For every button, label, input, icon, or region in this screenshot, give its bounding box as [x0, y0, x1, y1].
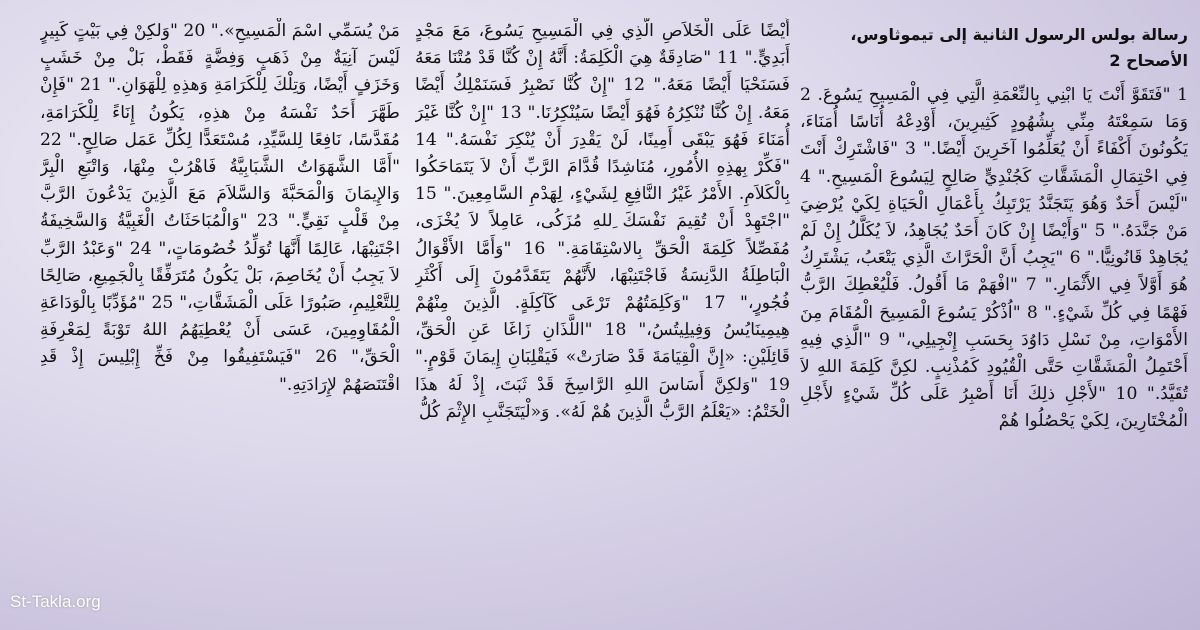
site-watermark: St-Takla.org: [10, 592, 101, 611]
body-text-left: مَنْ يُسَمِّي اسْمَ الْمَسِيحِ»." 20 "وَلكِنْ فِي بَيْتٍ كَبِيرٍ لَيْسَ آنِيَةٌ مِنْ ذَهَبٍ وَفِضَّةٍ فَقَطْ، بَلْ مِنْ خَشَبٍ وَخَزَفٍ أَيْضًا، وَتِلْكَ لِلْكَرَامَةِ وَهذِهِ لِلْهَوَانِ." 21 "فَإِنْ طَهَّرَ أَحَدٌ نَفْسَهُ مِنْ هذِهِ، يَكُونُ إِنَاءً لِلْكَرَامَةِ، مُقَدَّسًا، نَافِعًا لِلسَّيِّدِ، مُسْتَعَدًّا لِكُلِّ عَمَل صَالِحٍ." 22 "أَمَّا الشَّهَوَاتُ الشَّبَابِيَّةُ فَاهْرُبْ مِنْهَا، وَاتْبَعِ الْبِرَّ وَالإِيمَانَ وَالْمَحَبَّةَ وَالسَّلاَمَ مَعَ الَّذِينَ يَدْعُونَ الرَّبَّ مِنْ قَلْبٍ نَقِيٍّ." 23 "وَالْمُبَاحَثَاتُ الْغَبِيَّةُ وَالسَّخِيفَةُ اجْتَنِبْهَا، عَالِمًا أَنَّهَا تُوَلِّدُ خُصُومَاتٍ،" 24 "وَعَبْدُ الرَّبِّ لاَ يَجِبُ أَنْ يُخَاصِمَ، بَلْ يَكُونُ مُتَرَفِّقًا بِالْجَمِيعِ، صَالِحًا لِلتَّعْلِيمِ، صَبُورًا عَلَى الْمَشَقَّاتِ،" 25 "مُؤَدِّبًا بِالْوَدَاعَةِ الْمُقَاوِمِينَ، عَسَى أَنْ يُعْطِيَهُمُ اللهُ تَوْبَةً لِمَعْرِفَةِ الْحَقِّ،" 26 "فَيَسْتَفِيقُوا مِنْ فَخِّ إِبْلِيسَ إِذْ قَدِ اقْتَنَصَهُمْ لإِرَادَتِهِ.": [40, 21, 400, 395]
text-column-middle: [415, 18, 790, 618]
text-column-left: [40, 18, 400, 618]
title-line-1: رسالة بولس الرسول الثانية إلى تيموثاوس،: [850, 25, 1188, 44]
text-column-right: [800, 22, 1188, 622]
chapter-title: [800, 22, 1188, 74]
title-line-2: الأصحاح 2: [1109, 51, 1188, 70]
body-text-right: 1 "فَتَقَوَّ أَنْتَ يَا ابْنِي بِالنِّعْمَةِ الَّتِي فِي الْمَسِيحِ يَسُوعَ. 2 وَمَا سَمِعْتَهُ مِنِّي بِشُهُودٍ كَثِيرِينَ، أَوْدِعْهُ أُنَاسًا أُمَنَاءَ، يَكُونُونَ أَكْفَاءً أَنْ يُعَلِّمُوا آخَرِينَ أَيْضًا." 3 "فَاشْتَرِكْ أَنْتَ فِي احْتِمَالِ الْمَشَقَّاتِ كَجُنْدِيٍّ صَالِحٍ لِيَسُوعَ الْمَسِيحِ." 4 "لَيْسَ أَحَدٌ وَهُوَ يَتَجَنَّدُ يَرْتَبِكُ بِأَعْمَالِ الْحَيَاةِ لِكَيْ يُرْضِيَ مَنْ جَنَّدَهُ." 5 "وَأَيْضًا إِنْ كَانَ أَحَدٌ يُجَاهِدُ، لاَ يُكَلَّلُ إِنْ لَمْ يُجَاهِدْ قَانُونِيًّا." 6 "يَجِبُ أَنَّ الْحَرَّاثَ الَّذِي يَتْعَبُ، يَشْتَرِكُ هُوَ أَوَّلاً فِي الأَثْمَارِ." 7 "افْهَمْ مَا أَقُولُ. فَلْيُعْطِكَ الرَّبُّ فَهْمًا فِي كُلِّ شَيْءٍ." 8 "اُذْكُرْ يَسُوعَ الْمَسِيحَ الْمُقَامَ مِنَ الأَمْوَاتِ، مِنْ نَسْلِ دَاوُدَ بِحَسَبِ إِنْجِيلِي،" 9 "الَّذِي فِيهِ أَحْتَمِلُ الْمَشَقَّاتِ حَتَّى الْقُيُودِ كَمُذْنِبٍ. لكِنَّ كَلِمَةَ اللهِ لاَ تُقَيَّدُ." 10 "لأَجْلِ ذلِكَ أَنَا أَصْبِرُ عَلَى كُلِّ شَيْءٍ لأَجْلِ الْمُخْتَارِينَ، لِكَيْ يَحْصُلُوا هُمْ: [800, 85, 1188, 432]
body-text-middle: أَيْضًا عَلَى الْخَلاَصِ الَّذِي فِي الْمَسِيحِ يَسُوعَ، مَعَ مَجْدٍ أَبَدِيٍّ." 11 "صَادِقَةٌ هِيَ الْكَلِمَةُ: أَنَّهُ إِنْ كُنَّا قَدْ مُتْنَا مَعَهُ فَسَنَحْيَا أَيْضًا مَعَهُ." 12 "إِنْ كُنَّا نَصْبِرُ فَسَنَمْلِكُ أَيْضًا مَعَهُ. إِنْ كُنَّا نُنْكِرُهُ فَهُوَ أَيْضًا سَيُنْكِرُنَا." 13 "إِنْ كُنَّا غَيْرَ أُمَنَاءَ فَهُوَ يَبْقَى أَمِينًا، لَنْ يَقْدِرَ أَنْ يُنْكِرَ نَفْسَهُ." 14 "فَكِّرْ بِهذِهِ الأُمُورِ، مُنَاشِدًا قُدَّامَ الرَّبِّ أَنْ لاَ يَتَمَاحَكُوا بِالْكَلاَمِ. الأَمْرُ غَيْرُ النَّافِعِ لِشَيْءٍ، لِهَدْمِ السَّامِعِينَ." 15 "اجْتَهِدْ أَنْ تُقِيمَ نَفْسَكَ ِللهِ مُزَكُى، عَامِلاً لاَ يُخْزَى، مُفَصِّلاً كَلِمَةَ الْحَقِّ بِالاسْتِقَامَةِ." 16 "وَأَمَّا الأَقْوَالُ الْبَاطِلَةُ الدَّنِسَةُ فَاجْتَنِبْهَا، لأَنَّهُمْ يَتَقَدَّمُونَ إِلَى أَكْثَرِ فُجُورٍ،" 17 "وَكَلِمَتُهُمْ تَرْعَى كَآكِلَةٍ. الَّذِينَ مِنْهُمْ هِيمِينَايُسُ وَفِيلِيتُسُ،" 18 "اللَّذَانِ زَاغَا عَنِ الْحَقِّ، قَائِلَيْنِ: «إِنَّ الْقِيَامَةَ قَدْ صَارَتْ» فَيَقْلِبَانِ إِيمَانَ قَوْمٍ." 19 "وَلكِنَّ أَسَاسَ اللهِ الرَّاسِخَ قَدْ ثَبَتَ، إِذْ لَهُ هذَا الْخَتْمُ: «يَعْلَمُ الرَّبُّ الَّذِينَ هُمْ لَهُ». وَ«لْيَتَجَنَّبِ الإِثْمَ كُلُّ: [415, 21, 790, 422]
